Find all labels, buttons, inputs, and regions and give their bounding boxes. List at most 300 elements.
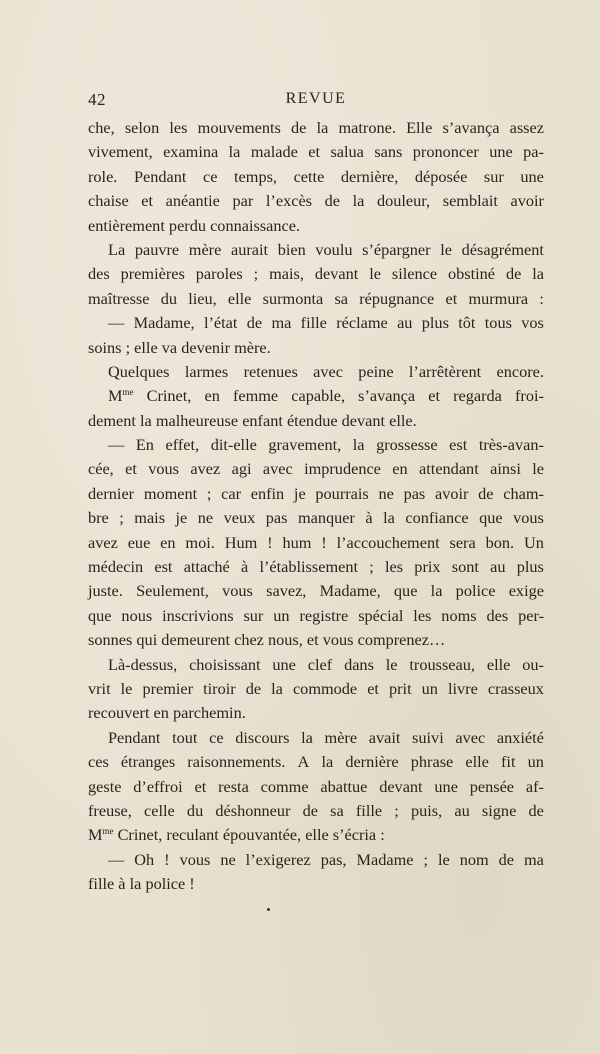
word: police	[455, 581, 496, 601]
word: Madame,	[319, 581, 381, 601]
text-line	[88, 775, 544, 799]
word: devenir	[181, 337, 231, 357]
word: des	[88, 264, 110, 284]
word: gravement,	[268, 435, 342, 455]
word: en	[153, 703, 169, 723]
word: désagrément	[461, 239, 544, 259]
word: mère.	[234, 337, 271, 357]
text-line	[88, 604, 544, 628]
word: va	[161, 337, 178, 357]
word: lieu,	[188, 288, 217, 308]
word: le	[440, 239, 452, 259]
word: je	[175, 508, 188, 528]
word: discours	[235, 727, 290, 747]
word: encore.	[496, 361, 544, 381]
word: eue	[127, 532, 151, 552]
word: la	[316, 118, 329, 137]
word: en	[392, 459, 408, 479]
word: avoir	[510, 191, 544, 211]
word: de	[324, 191, 340, 211]
word: abattue	[320, 776, 368, 796]
word: elle	[486, 654, 511, 674]
word: af-	[525, 776, 544, 796]
word: le	[532, 459, 544, 479]
word: fille	[355, 800, 383, 820]
word: murmura	[468, 288, 529, 308]
word: la	[129, 874, 142, 894]
word: A	[297, 752, 310, 772]
word: moment	[143, 483, 198, 503]
text-line	[88, 823, 544, 847]
word: et	[141, 191, 154, 211]
word: mère	[188, 239, 222, 259]
word: plus	[516, 557, 544, 577]
word: avoir	[434, 483, 469, 503]
word: pas	[265, 508, 288, 528]
word: la	[352, 191, 365, 211]
word: qui	[136, 630, 158, 650]
word: ;	[394, 800, 399, 820]
word: le	[385, 654, 398, 674]
word: la	[301, 727, 313, 747]
word: retenues	[243, 361, 298, 381]
word: Crinet,	[146, 386, 192, 406]
word: en	[160, 532, 176, 552]
word: nous,	[268, 630, 303, 650]
word: !	[267, 532, 273, 552]
word: la	[430, 581, 443, 601]
word: nom	[459, 849, 489, 869]
word: dernier	[88, 483, 135, 503]
word: mais,	[269, 264, 304, 284]
word: devant	[314, 264, 359, 284]
word: :	[380, 825, 385, 845]
text-line	[88, 872, 544, 896]
text-line	[88, 360, 544, 384]
word: un	[273, 605, 290, 625]
word: l’établissement	[259, 557, 359, 577]
word: la	[140, 410, 152, 430]
word: voulu	[315, 239, 353, 259]
word: vous	[148, 459, 180, 479]
word: cette	[293, 166, 325, 186]
word: sa	[330, 800, 344, 820]
word: à	[365, 508, 373, 528]
word: tôt	[458, 313, 476, 333]
word: tout	[172, 727, 198, 747]
word: la	[352, 435, 365, 455]
word: effet,	[165, 435, 200, 455]
word: que	[393, 581, 418, 601]
word: ne	[197, 508, 214, 528]
word: médecin	[88, 557, 144, 577]
word: au	[454, 800, 470, 820]
word: silence	[391, 264, 438, 284]
word: imprudence	[304, 459, 381, 479]
word: ne	[220, 849, 236, 869]
word: répugnance	[359, 288, 435, 308]
text-line	[88, 799, 544, 823]
word: l’état	[203, 313, 238, 333]
word: resta	[218, 776, 249, 796]
text-line	[88, 336, 544, 360]
word: :	[539, 288, 544, 308]
text-line	[88, 311, 544, 335]
word: tous	[484, 313, 512, 333]
word: malheureuse	[155, 410, 239, 430]
word: Madame	[356, 849, 414, 869]
word: et	[125, 459, 137, 479]
word: des	[486, 605, 509, 625]
word: elle	[305, 825, 329, 845]
word: vrit	[88, 678, 111, 698]
word: Pendant	[133, 166, 187, 186]
word: avec	[313, 361, 343, 381]
word: —	[108, 313, 125, 333]
word: fille	[88, 874, 115, 894]
word: pourrais	[315, 483, 369, 503]
word: mais	[134, 508, 166, 528]
word: sur	[243, 605, 264, 625]
word: de	[478, 483, 494, 503]
text-line	[88, 531, 544, 555]
word: un	[527, 752, 544, 772]
word: sans	[374, 142, 403, 162]
word: hum	[282, 532, 312, 552]
text-line	[88, 701, 544, 725]
word: attendant	[419, 459, 479, 479]
word: bre	[88, 508, 109, 528]
word: demeurent	[161, 630, 231, 650]
word: ne	[378, 483, 394, 503]
word: assez	[509, 118, 544, 137]
word: dement	[88, 410, 136, 430]
word: que	[88, 605, 112, 625]
word: pas	[403, 483, 426, 503]
word: douleur,	[376, 191, 431, 211]
word: je	[293, 483, 306, 503]
word: role.	[88, 166, 118, 186]
text-line	[88, 189, 544, 213]
word: pensée	[469, 776, 515, 796]
text-line	[88, 140, 544, 164]
word: que	[479, 508, 503, 528]
word: pa-	[523, 142, 544, 162]
word: inscrivions	[162, 605, 234, 625]
text-line	[88, 116, 544, 140]
word: soins	[88, 337, 122, 357]
word: police	[145, 874, 186, 894]
word: malade	[250, 142, 298, 162]
word: !	[164, 849, 170, 869]
word: veux	[223, 508, 256, 528]
word: confiance	[405, 508, 469, 528]
word: une	[520, 166, 544, 186]
word: moi.	[185, 532, 215, 552]
word: avait	[368, 727, 401, 747]
word: phrase	[410, 752, 454, 772]
word: En	[135, 435, 154, 455]
word: elle	[465, 752, 489, 772]
word: la	[532, 264, 544, 284]
word: maîtresse	[88, 288, 150, 308]
word: sont	[451, 557, 479, 577]
text-line	[88, 262, 544, 286]
word: de	[528, 800, 544, 820]
text-line	[88, 555, 544, 579]
word: aurait	[230, 239, 269, 259]
word: regarda	[453, 386, 502, 406]
running-title: REVUE	[285, 90, 347, 107]
word: chaise	[88, 191, 129, 211]
word: déposée	[414, 166, 468, 186]
word: et	[194, 776, 207, 796]
word: La	[108, 239, 126, 259]
page-header	[88, 90, 544, 112]
word: l’excès	[265, 191, 313, 211]
word: de	[302, 800, 318, 820]
word: freuse,	[88, 800, 132, 820]
text-line	[88, 653, 544, 677]
word: dernière,	[340, 166, 399, 186]
word: elle	[134, 337, 158, 357]
word: car	[221, 483, 242, 503]
word: de	[245, 678, 262, 698]
word: s’avança	[358, 386, 416, 406]
word: ou-	[522, 654, 544, 674]
word: d’effroi	[133, 776, 183, 796]
word: de	[505, 264, 522, 284]
ink-speck	[267, 908, 270, 911]
word: à	[118, 874, 126, 894]
text-line	[88, 457, 544, 481]
word: peine	[358, 361, 394, 381]
text-line	[88, 506, 544, 530]
text-line	[88, 214, 544, 238]
word: semblait	[442, 191, 498, 211]
word: bien	[277, 239, 306, 259]
word: crasseux	[487, 678, 544, 698]
word: —	[108, 435, 125, 455]
word: temps,	[234, 166, 277, 186]
word: du	[186, 800, 204, 820]
word: anxiété	[496, 727, 544, 747]
text-line	[88, 848, 544, 872]
word: ;	[253, 264, 259, 284]
word: exige	[508, 581, 544, 601]
word: sonnes	[88, 630, 133, 650]
word: les	[169, 118, 188, 137]
word: mère	[324, 727, 358, 747]
word: ce	[209, 727, 224, 747]
word: examina	[163, 142, 219, 162]
word: capable,	[291, 386, 346, 406]
word: ;	[369, 557, 374, 577]
word: cham-	[503, 483, 544, 503]
text-line	[88, 628, 544, 652]
word: juste.	[88, 581, 123, 601]
word: salua	[330, 142, 364, 162]
word: pas,	[320, 849, 347, 869]
word: premier	[142, 678, 194, 698]
word: geste	[88, 776, 122, 796]
word: une	[489, 142, 513, 162]
word: Oh	[134, 849, 155, 869]
word: dernière	[345, 752, 399, 772]
word: ainsi	[490, 459, 521, 479]
text-line	[88, 677, 544, 701]
word: entièrement	[88, 215, 165, 235]
word: Un	[523, 532, 544, 552]
word: vos	[521, 313, 544, 333]
word: de	[291, 118, 307, 137]
word: avec	[455, 727, 486, 747]
word: grossesse	[376, 435, 438, 455]
word: Là-dessus,	[108, 654, 178, 674]
word: ma	[524, 849, 544, 869]
word: et	[428, 386, 440, 406]
word: épouvantée,	[222, 825, 302, 845]
word: attaché	[183, 557, 230, 577]
word: —	[108, 849, 125, 869]
word: froi-	[515, 386, 544, 406]
word: reculant	[166, 825, 219, 845]
word: vous	[513, 508, 544, 528]
word: noms	[441, 605, 477, 625]
word: spécial	[358, 605, 404, 625]
word: signe	[481, 800, 517, 820]
word: les	[413, 605, 432, 625]
word: et	[308, 142, 321, 162]
word: est	[449, 435, 468, 455]
word: très-avan-	[478, 435, 544, 455]
word: registre	[299, 605, 349, 625]
word: la	[383, 508, 395, 528]
word: une	[434, 776, 458, 796]
word: à	[241, 557, 249, 577]
page-number: 42	[88, 90, 106, 109]
word: Hum	[224, 532, 258, 552]
word: $M^{me}$	[88, 825, 114, 845]
word: pauvre	[134, 239, 180, 259]
word: manquer	[297, 508, 355, 528]
text-line	[88, 579, 544, 603]
word: clef	[307, 654, 333, 674]
word: en	[204, 386, 220, 406]
word: obstiné	[448, 264, 496, 284]
word: larmes	[184, 361, 229, 381]
word: che,	[88, 118, 115, 137]
word: Elle	[406, 118, 433, 137]
word: puis,	[410, 800, 443, 820]
word: sa	[334, 288, 348, 308]
text-line	[88, 384, 544, 408]
word: et	[367, 678, 379, 698]
word: déshonneur	[215, 800, 291, 820]
word: livre	[447, 678, 478, 698]
word: au	[490, 557, 506, 577]
word: prit	[389, 678, 412, 698]
word: Crinet,	[117, 825, 163, 845]
word: premières	[120, 264, 185, 284]
word: commode	[292, 678, 358, 698]
word: !	[189, 874, 195, 894]
text-line	[88, 482, 544, 506]
word: celle	[144, 800, 175, 820]
text-line	[88, 165, 544, 189]
word: s’écria	[332, 825, 377, 845]
word: le	[120, 678, 133, 698]
word: ;	[125, 337, 131, 357]
word: par	[232, 191, 254, 211]
word: Madame,	[133, 313, 195, 333]
text-line	[88, 750, 544, 774]
word: trousseau,	[409, 654, 475, 674]
word: perdu	[168, 215, 206, 235]
word: s’épargner	[362, 239, 431, 259]
word: du	[160, 288, 177, 308]
word: selon	[124, 118, 160, 137]
word: ma	[271, 313, 292, 333]
word: une	[272, 654, 296, 674]
word: vous	[222, 581, 253, 601]
word: elle.	[389, 410, 417, 430]
word: devant	[379, 776, 423, 796]
word: la	[321, 752, 334, 772]
word: l’accouchement	[336, 532, 440, 552]
word: fit	[501, 752, 516, 772]
word: dans	[344, 654, 374, 674]
word: savez,	[266, 581, 307, 601]
word: vous	[179, 849, 211, 869]
word: prononcer	[412, 142, 479, 162]
word: nous	[121, 605, 153, 625]
word: l’arrêtèrent	[408, 361, 482, 381]
word: cée,	[88, 459, 114, 479]
text-line	[88, 238, 544, 262]
word: l’exigerez	[245, 849, 311, 869]
word: s’avança	[442, 118, 500, 137]
word: vivement,	[88, 142, 153, 162]
word: bon.	[485, 532, 515, 552]
text-line	[88, 726, 544, 750]
word: de	[498, 849, 515, 869]
word: et	[445, 288, 458, 308]
word: ;	[423, 849, 428, 869]
word: suivi	[412, 727, 444, 747]
body-text	[88, 116, 544, 897]
word: vous	[322, 630, 354, 650]
word: sur	[483, 166, 504, 186]
word: surmonta	[262, 288, 324, 308]
word: agi	[231, 459, 252, 479]
word: raisonnements.	[187, 752, 286, 772]
word: Pendant	[108, 727, 161, 747]
word: plus	[421, 313, 449, 333]
word: le	[369, 264, 381, 284]
word: réclame	[336, 313, 388, 333]
word: dit-elle	[210, 435, 257, 455]
word: !	[321, 532, 327, 552]
word: mouvements	[197, 118, 281, 137]
word: Quelques	[108, 361, 170, 381]
word: enfant	[242, 410, 283, 430]
word: $M^{me}$	[108, 386, 134, 406]
word: le	[437, 849, 450, 869]
word: comprenez…	[357, 630, 446, 650]
word: est	[154, 557, 173, 577]
word: au	[397, 313, 413, 333]
